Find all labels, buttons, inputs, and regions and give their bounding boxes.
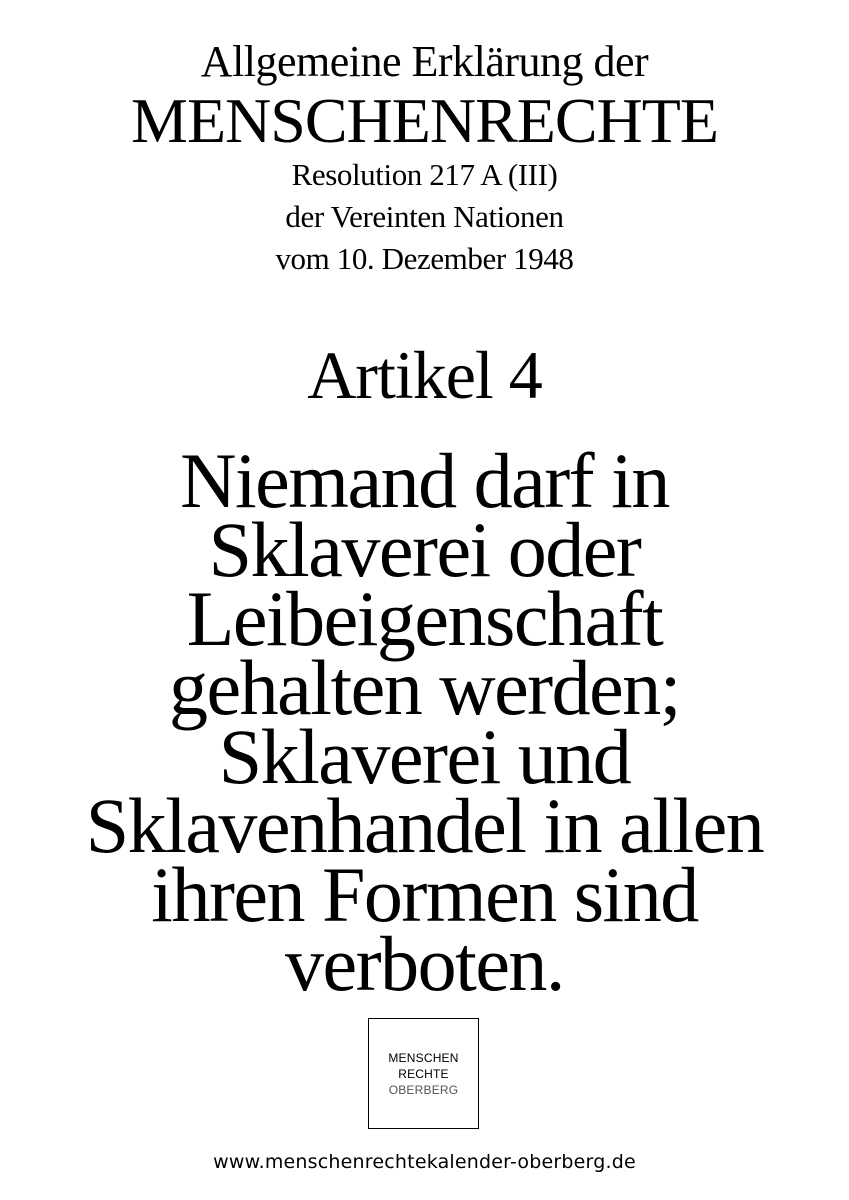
article-text-line: Sklaverei oder [208,506,641,593]
date-line: vom 10. Dezember 1948 [275,241,574,276]
logo-line-1: MENSCHEN [388,1050,459,1065]
logo-line-3: OBERBERG [388,1082,459,1097]
document-header [0,36,849,280]
article-text-line: Sklavenhandel in allen [85,782,764,869]
article-text-line: verboten. [285,920,564,1007]
article-text [40,437,809,1007]
menschenrechte-oberberg-logo [368,1018,479,1129]
header-line-2: MENSCHENRECHTE [131,85,718,156]
article-text-line: Niemand darf in [180,437,669,524]
logo-line-2: RECHTE [398,1066,449,1081]
article-text-line: Sklaverei und [218,713,631,800]
article-text-line: Leibeigenschaft [186,575,663,662]
article-title: Artikel 4 [307,337,542,413]
resolution-line: Resolution 217 A (III) [291,157,558,192]
article-text-line: ihren Formen sind [151,851,698,938]
article-text-line: gehalten werden; [169,644,680,731]
footer-website-url: www.menschenrechtekalender-oberberg.de [213,1151,636,1173]
organization-line: der Vereinten Nationen [285,199,564,234]
header-line-1: Allgemeine Erklärung der [200,37,649,86]
